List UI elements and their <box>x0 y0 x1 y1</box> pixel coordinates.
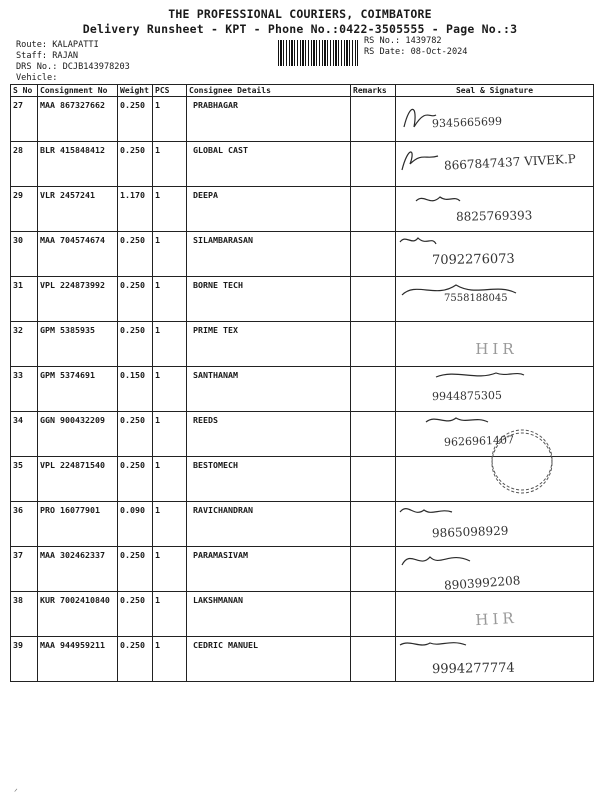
table-row <box>11 187 594 232</box>
table-row <box>11 592 594 637</box>
corner-mark: ᐟ <box>14 788 18 798</box>
col-header-remarks: Remarks <box>351 85 396 97</box>
weight-cell: 0.250 <box>118 457 153 502</box>
seal-signature-cell <box>396 457 594 502</box>
consignee-cell: SILAMBARASAN <box>187 232 351 277</box>
weight-cell: 0.250 <box>118 412 153 457</box>
consignment-cell: KUR 7002410840 <box>38 592 118 637</box>
sno-cell: 32 <box>11 322 38 367</box>
consignment-cell: GPM 5374691 <box>38 367 118 412</box>
remarks-cell <box>351 232 396 277</box>
col-header-consignee: Consignee Details <box>187 85 351 97</box>
handwritten-phone-number: 8903992208 <box>443 573 521 593</box>
route-label: Route: KALAPATTI <box>16 40 99 50</box>
handwritten-phone-number: 7558188045 <box>444 293 508 304</box>
seal-signature-cell <box>396 502 594 547</box>
handwritten-phone-number: 8825769393 <box>455 208 533 224</box>
col-header-consignment: Consignment No <box>38 85 118 97</box>
handwritten-phone-number: 8667847437 VIVEK.P <box>443 151 577 173</box>
pcs-cell: 1 <box>153 97 187 142</box>
table-row <box>11 547 594 592</box>
table-row <box>11 502 594 547</box>
handwritten-phone-number: 9994277774 <box>431 660 515 678</box>
consignee-cell: PRABHAGAR <box>187 97 351 142</box>
seal-signature-cell <box>396 322 594 367</box>
consignee-cell: RAVICHANDRAN <box>187 502 351 547</box>
remarks-cell <box>351 412 396 457</box>
consignee-cell: LAKSHMANAN <box>187 592 351 637</box>
table-row <box>11 457 594 502</box>
weight-cell: 0.150 <box>118 367 153 412</box>
pcs-cell: 1 <box>153 322 187 367</box>
table-row <box>11 142 594 187</box>
col-header-sno: S No <box>11 85 38 97</box>
consignment-cell: VPL 224871540 <box>38 457 118 502</box>
consignee-cell: PRIME TEX <box>187 322 351 367</box>
consignment-cell: VPL 224873992 <box>38 277 118 322</box>
pcs-cell: 1 <box>153 142 187 187</box>
pcs-cell: 1 <box>153 457 187 502</box>
handwritten-phone-number: 9626961407 <box>443 433 515 449</box>
weight-cell: 0.250 <box>118 277 153 322</box>
col-header-seal-signature: Seal & Signature <box>396 85 594 97</box>
table-row <box>11 97 594 142</box>
remarks-cell <box>351 592 396 637</box>
runsheet-subtitle: Delivery Runsheet - KPT - Phone No.:0422-3505555 - Page No.:3 <box>82 22 518 36</box>
seal-signature-cell <box>396 97 594 142</box>
barcode <box>278 40 358 66</box>
consignment-cell: VLR 2457241 <box>38 187 118 232</box>
consignee-cell: GLOBAL CAST <box>187 142 351 187</box>
pcs-cell: 1 <box>153 547 187 592</box>
remarks-cell <box>351 322 396 367</box>
handwritten-phone-number: 9944875305 <box>431 388 503 404</box>
col-header-weight: Weight <box>118 85 153 97</box>
staff-label: Staff: RAJAN <box>16 51 79 61</box>
table-row <box>11 322 594 367</box>
remarks-cell <box>351 502 396 547</box>
consignment-cell: GGN 900432209 <box>38 412 118 457</box>
weight-cell: 0.250 <box>118 592 153 637</box>
handwritten-phone-number: 7092276073 <box>431 251 515 269</box>
weight-cell: 0.250 <box>118 142 153 187</box>
consignee-cell: DEEPA <box>187 187 351 232</box>
sno-cell: 39 <box>11 637 38 682</box>
weight-cell: 0.250 <box>118 547 153 592</box>
weight-cell: 0.250 <box>118 637 153 682</box>
pcs-cell: 1 <box>153 277 187 322</box>
pcs-cell: 1 <box>153 412 187 457</box>
seal-signature-cell <box>396 547 594 592</box>
handwritten-phone-number: 9345665699 <box>431 114 503 131</box>
drs-number: DRS No.: DCJB143978203 <box>16 62 130 72</box>
pcs-cell: 1 <box>153 637 187 682</box>
weight-cell: 1.170 <box>118 187 153 232</box>
weight-cell: 0.090 <box>118 502 153 547</box>
sno-cell: 33 <box>11 367 38 412</box>
rs-number: RS No.: 1439782 <box>364 36 442 46</box>
table-row <box>11 412 594 457</box>
table-row <box>11 277 594 322</box>
sno-cell: 31 <box>11 277 38 322</box>
remarks-cell <box>351 187 396 232</box>
sno-cell: 36 <box>11 502 38 547</box>
handwritten-phone-number: 9865098929 <box>431 523 509 541</box>
table-header-row <box>11 85 594 97</box>
sno-cell: 27 <box>11 97 38 142</box>
consignment-cell: BLR 415848412 <box>38 142 118 187</box>
weight-cell: 0.250 <box>118 232 153 277</box>
weight-cell: 0.250 <box>118 322 153 367</box>
seal-signature-cell <box>396 412 594 457</box>
consignment-cell: MAA 704574674 <box>38 232 118 277</box>
consignee-cell: PARAMASIVAM <box>187 547 351 592</box>
vehicle-label: Vehicle: <box>16 73 58 83</box>
seal-signature-cell <box>396 637 594 682</box>
consignee-cell: BORNE TECH <box>187 277 351 322</box>
remarks-cell <box>351 277 396 322</box>
sno-cell: 38 <box>11 592 38 637</box>
weight-cell: 0.250 <box>118 97 153 142</box>
remarks-cell <box>351 97 396 142</box>
seal-signature-cell <box>396 277 594 322</box>
pcs-cell: 1 <box>153 502 187 547</box>
consignment-cell: MAA 302462337 <box>38 547 118 592</box>
seal-signature-cell <box>396 367 594 412</box>
company-title: THE PROFESSIONAL COURIERS, COIMBATORE <box>168 7 432 21</box>
seal-signature-cell <box>396 232 594 277</box>
col-header-pcs: PCS <box>153 85 187 97</box>
consignment-cell: MAA 867327662 <box>38 97 118 142</box>
consignee-cell: BESTOMECH <box>187 457 351 502</box>
round-stamp <box>396 457 593 501</box>
remarks-cell <box>351 547 396 592</box>
remarks-cell <box>351 367 396 412</box>
seal-signature-cell <box>396 187 594 232</box>
handwritten-phone-number: HIR <box>475 340 518 358</box>
sno-cell: 35 <box>11 457 38 502</box>
seal-signature-cell <box>396 142 594 187</box>
pcs-cell: 1 <box>153 367 187 412</box>
sno-cell: 34 <box>11 412 38 457</box>
consignment-cell: MAA 944959211 <box>38 637 118 682</box>
table-row <box>11 232 594 277</box>
pcs-cell: 1 <box>153 187 187 232</box>
handwritten-phone-number: HIR <box>474 608 519 630</box>
pcs-cell: 1 <box>153 592 187 637</box>
sno-cell: 29 <box>11 187 38 232</box>
consignee-cell: REEDS <box>187 412 351 457</box>
sno-cell: 37 <box>11 547 38 592</box>
remarks-cell <box>351 457 396 502</box>
pcs-cell: 1 <box>153 232 187 277</box>
consignment-cell: GPM 5385935 <box>38 322 118 367</box>
table-row <box>11 367 594 412</box>
remarks-cell <box>351 637 396 682</box>
consignment-cell: PRO 16077901 <box>38 502 118 547</box>
sno-cell: 30 <box>11 232 38 277</box>
consignee-cell: SANTHANAM <box>187 367 351 412</box>
table-row <box>11 637 594 682</box>
seal-signature-cell <box>396 592 594 637</box>
consignee-cell: CEDRIC MANUEL <box>187 637 351 682</box>
runsheet-table <box>10 84 594 682</box>
remarks-cell <box>351 142 396 187</box>
sno-cell: 28 <box>11 142 38 187</box>
rs-date: RS Date: 08-Oct-2024 <box>364 47 468 57</box>
